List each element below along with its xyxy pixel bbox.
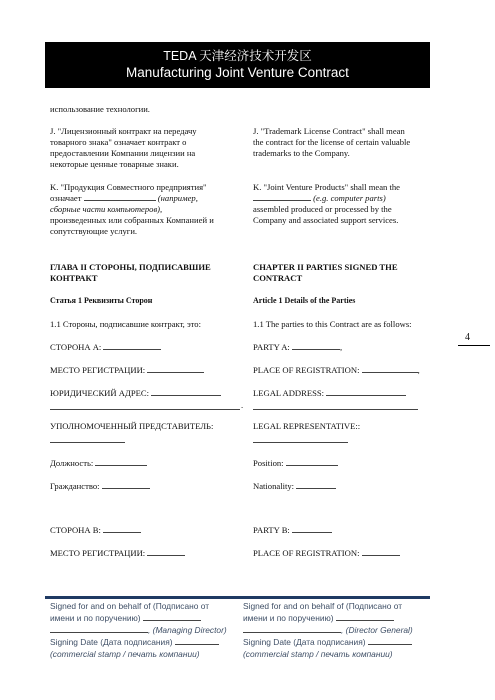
def-k-ru-line5: сопутствующие услуги.: [50, 226, 138, 236]
clause-1-1-en: 1.1 The parties to this Contract are as follows:: [253, 319, 412, 329]
page-number: 4: [465, 332, 470, 343]
def-j-ru-line2: товарного знака" означает контракт о: [50, 137, 187, 147]
nationality-en: Nationality:: [253, 481, 336, 492]
def-k-en-line1: K. "Joint Venture Products" shall mean the: [253, 182, 400, 192]
header-title: TEDA 天津经济技术开发区: [163, 49, 312, 63]
footer-left-line1: Signed for and on behalf of (Подписано от: [50, 601, 210, 611]
chapter-heading-en-line1: CHAPTER II PARTIES SIGNED THE: [253, 262, 398, 272]
document-header: [45, 42, 430, 88]
footer-left-line3: , (Managing Director): [50, 625, 227, 636]
def-k-ru-line2: означает (например,: [50, 193, 198, 203]
position-en: Position:: [253, 458, 338, 469]
chapter-heading-en-line2: CONTRACT: [253, 273, 303, 283]
footer-right-line2: имени и по поручению): [243, 613, 394, 624]
legal-address-ru: ЮРИДИЧЕСКИЙ АДРЕС:: [50, 388, 221, 399]
def-j-ru-line3: предоставлении Компании лицензии на: [50, 148, 196, 158]
legal-rep-en-blank-line: [253, 442, 348, 443]
footer-left-line5: (commercial stamp / печать компании): [50, 649, 200, 659]
footer-rule: [45, 596, 430, 599]
party-b-en: PARTY B:: [253, 525, 332, 536]
legal-rep-ru: УПОЛНОМОЧЕННЫЙ ПРЕДСТАВИТЕЛЬ:: [50, 421, 214, 431]
def-k-en-line4: Company and associated support services.: [253, 215, 399, 225]
def-k-ru-line1: K. "Продукция Совместного предприятия": [50, 182, 207, 192]
party-a-ru: СТОРОНА А:: [50, 342, 161, 353]
footer-right-line5: (commercial stamp / печать компании): [243, 649, 393, 659]
def-j-en-line2: the contract for the license of certain valuable: [253, 137, 411, 147]
page-number-rule: [458, 345, 490, 346]
footer-right-line3: , (Director General): [243, 625, 413, 636]
legal-address-ru-blank-line: [50, 409, 240, 410]
legal-address-ru-period: .: [241, 400, 244, 410]
footer-right-line1: Signed for and on behalf of (Подписано от: [243, 601, 403, 611]
party-a-en: PARTY A: ,: [253, 342, 343, 352]
chapter-heading-ru-line1: ГЛАВА II СТОРОНЫ, ПОДПИСАВШИЕ: [50, 262, 211, 272]
def-j-ru-line4: некоторые ценные товарные знаки.: [50, 159, 179, 169]
def-k-en-line2: (e.g. computer parts): [253, 193, 386, 204]
def-j-en-line1: J. "Trademark License Contract" shall mean: [253, 126, 405, 136]
def-k-en-line3: assembled produced or processed by the: [253, 204, 392, 214]
footer-right-line4: Signing Date (Дата подписания): [243, 637, 412, 648]
nationality-ru: Гражданство:: [50, 481, 150, 492]
def-j-ru-line1: J. "Лицензионный контракт на передачу: [50, 126, 197, 136]
chapter-heading-ru-line2: КОНТРАКТ: [50, 273, 98, 283]
intro-ru: использование технологии.: [50, 104, 150, 114]
registration-b-ru: МЕСТО РЕГИСТРАЦИИ:: [50, 548, 185, 559]
legal-address-en: LEGAL ADDRESS:: [253, 388, 406, 399]
registration-b-en: PLACE OF REGISTRATION:: [253, 548, 400, 559]
footer-left-line4: Signing Date (Дата подписания): [50, 637, 219, 648]
registration-ru: МЕСТО РЕГИСТРАЦИИ:: [50, 365, 204, 376]
header-subtitle: Manufacturing Joint Venture Contract: [126, 65, 349, 80]
party-b-ru: СТОРОНА В:: [50, 525, 141, 536]
article-heading-en: Article 1 Details of the Parties: [253, 296, 356, 305]
legal-rep-en: LEGAL REPRESENTATIVE::: [253, 421, 361, 431]
legal-address-en-blank-line: [253, 409, 418, 410]
def-k-ru-line4: произведенных или собранных Компанией и: [50, 215, 214, 225]
registration-en: PLACE OF REGISTRATION: ,: [253, 365, 420, 375]
legal-rep-ru-blank-line: [50, 442, 125, 443]
clause-1-1-ru: 1.1 Стороны, подписавшие контракт, это:: [50, 319, 201, 329]
def-j-en-line3: trademarks to the Company.: [253, 148, 350, 158]
def-k-ru-line3: сборные части компьютеров),: [50, 204, 163, 214]
footer-left-line2: имени и по поручению): [50, 613, 201, 624]
position-ru: Должность:: [50, 458, 147, 469]
article-heading-ru: Статья 1 Реквизиты Сторон: [50, 296, 153, 305]
